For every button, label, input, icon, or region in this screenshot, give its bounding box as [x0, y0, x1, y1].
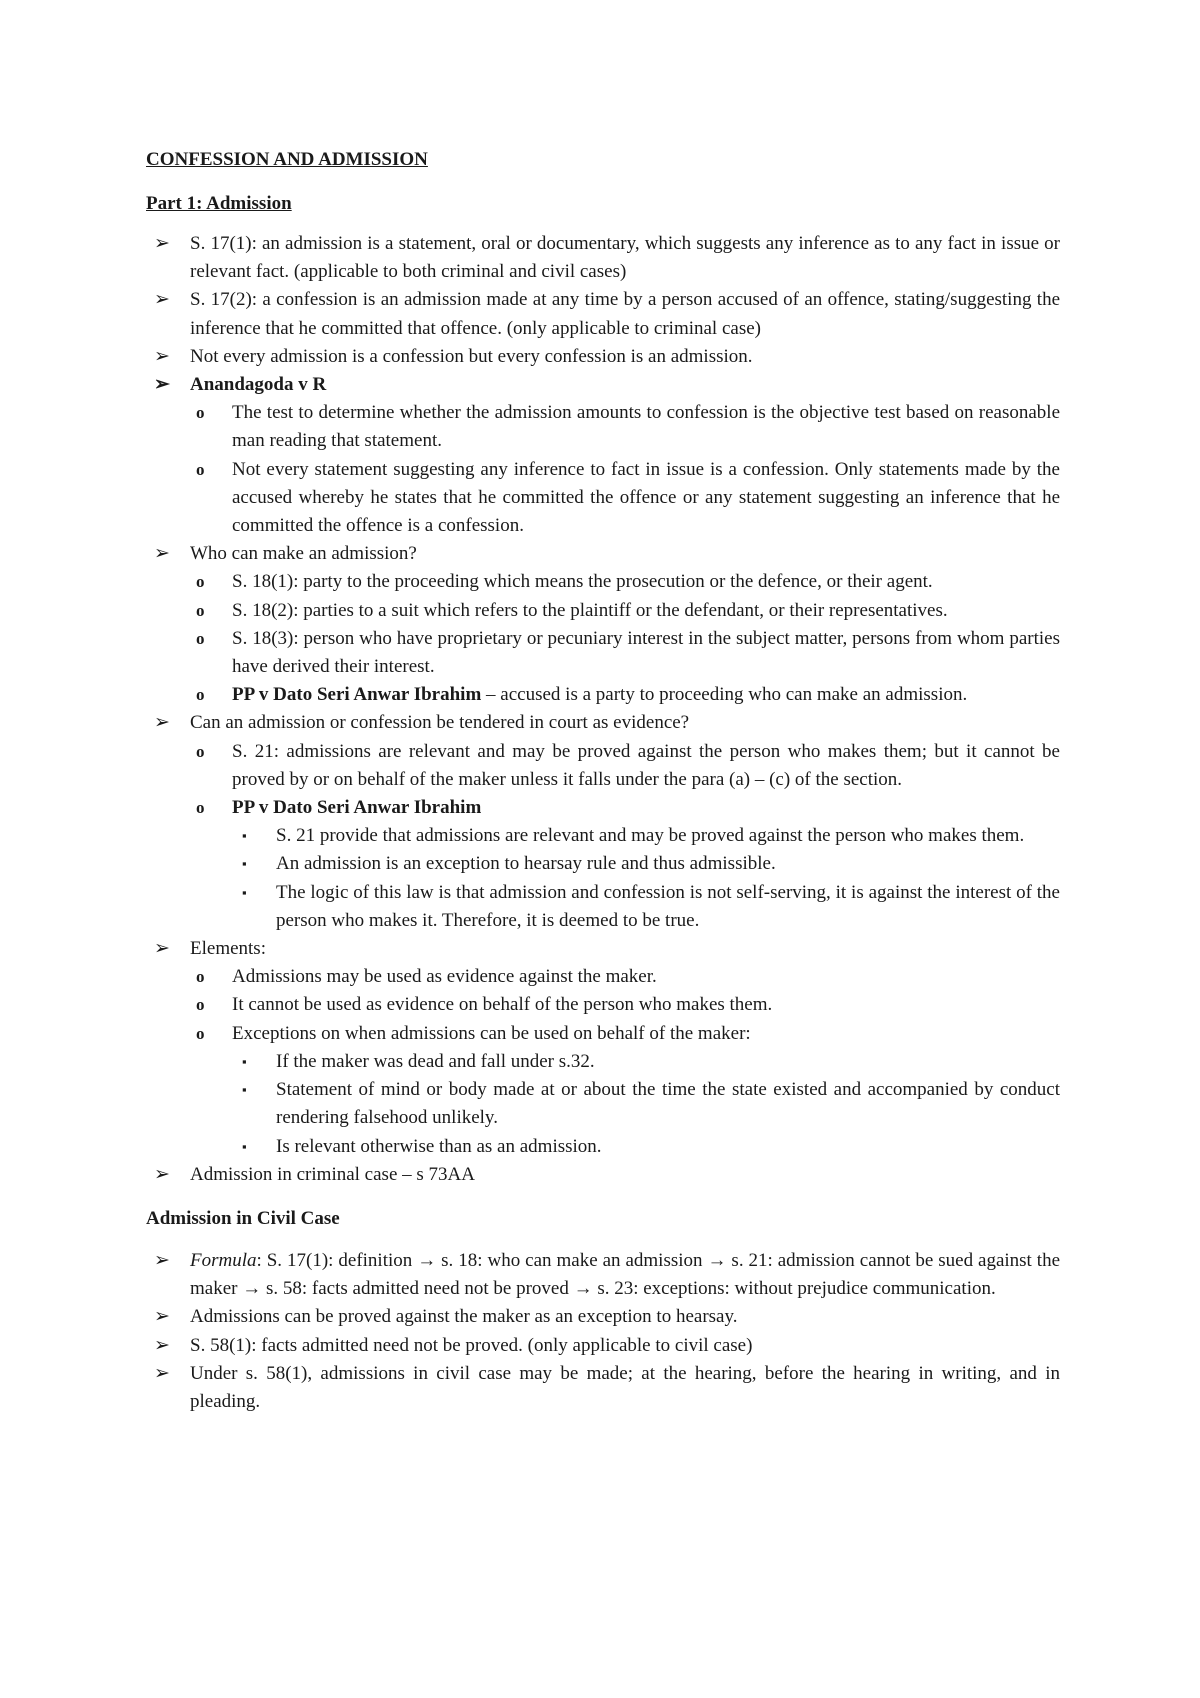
- sub-list-item: o S. 18(2): parties to a suit which refers to the plaintiff or the defendant, or their representatives.: [146, 597, 1060, 625]
- sub-list-item: o It cannot be used as evidence on behalf of the person who makes them.: [146, 991, 1060, 1019]
- arrow-bullet-icon: ➢: [154, 1163, 170, 1185]
- sub-list-item: o PP v Dato Seri Anwar Ibrahim – accused is a party to proceeding who can make an admission.: [146, 681, 1060, 709]
- civil-list: [146, 1247, 1060, 1416]
- sub-sub-list-item: ▪ Is relevant otherwise than as an admission.: [146, 1133, 1060, 1161]
- list-item: ➢ Elements:: [146, 935, 1060, 963]
- list-item: ➢ S. 17(1): an admission is a statement, oral or documentary, which suggests any inference as to any fact in issue or relevant fact. (applicable to both criminal and civil cases): [146, 230, 1060, 286]
- list-item: ➢ S. 58(1): facts admitted need not be proved. (only applicable to civil case): [146, 1332, 1060, 1360]
- arrow-bullet-icon: ➢: [154, 1334, 170, 1356]
- arrow-bullet-icon: ➢: [154, 712, 170, 734]
- square-bullet-icon: ▪: [242, 884, 247, 900]
- list-item: ➢ Not every admission is a confession but every confession is an admission.: [146, 343, 1060, 371]
- list-item: [146, 371, 1060, 399]
- formula-label: Formula: [190, 1249, 257, 1271]
- arrow-bullet-icon: ➢: [154, 345, 170, 367]
- circle-bullet-icon: o: [196, 798, 205, 818]
- sub-sub-list-item: ▪ If the maker was dead and fall under s.32.: [146, 1048, 1060, 1076]
- sub-list-item: o Admissions may be used as evidence against the maker.: [146, 963, 1060, 991]
- circle-bullet-icon: o: [196, 685, 205, 705]
- list-item: ➢ Under s. 58(1), admissions in civil case may be made; at the hearing, before the hearing in writing, and in pleading.: [146, 1360, 1060, 1416]
- part1-list: [146, 230, 1060, 1189]
- sub-sub-list-item: ▪ An admission is an exception to hearsay rule and thus admissible.: [146, 850, 1060, 878]
- document-title: CONFESSION AND ADMISSION: [146, 149, 428, 170]
- list-item: ➢ Can an admission or confession be tendered in court as evidence?: [146, 709, 1060, 737]
- list-item: ➢ Formula: S. 17(1): definition → s. 18: who can make an admission → s. 21: admission cannot be sued against the maker → s. 58: facts admitted need not be proved → s. 23: exceptions: without prejudice communication.: [146, 1247, 1060, 1303]
- part1-heading: Part 1: Admission: [146, 193, 292, 214]
- square-bullet-icon: ▪: [242, 828, 247, 844]
- arrow-bullet-icon: ➢: [154, 289, 170, 311]
- sub-list-item: o Exceptions on when admissions can be used on behalf of the maker:: [146, 1020, 1060, 1048]
- square-bullet-icon: ▪: [242, 1138, 247, 1154]
- square-bullet-icon: ▪: [242, 856, 247, 872]
- sub-list-item: o S. 21: admissions are relevant and may be proved against the person who makes them; but it cannot be proved by or on behalf of the maker unless it falls under the para (a) – (c) of the section.: [146, 738, 1060, 794]
- sub-list-item: o Not every statement suggesting any inference to fact in issue is a confession. Only statements made by the accused whereby he states that he committed the offence or any statement suggesting an inference that he committed the offence is a confession.: [146, 456, 1060, 541]
- sub-list-item: o S. 18(1): party to the proceeding which means the prosecution or the defence, or their agent.: [146, 568, 1060, 596]
- document-body: [146, 146, 1060, 1416]
- square-bullet-icon: ▪: [242, 1053, 247, 1069]
- circle-bullet-icon: o: [196, 459, 205, 479]
- arrow-bullet-icon: ➢: [154, 1306, 170, 1328]
- arrow-bullet-icon: ➢: [154, 1249, 170, 1271]
- circle-bullet-icon: o: [196, 628, 205, 648]
- square-bullet-icon: ▪: [242, 1082, 247, 1098]
- sub-list-item: [146, 794, 1060, 822]
- circle-bullet-icon: o: [196, 600, 205, 620]
- sub-sub-list-item: ▪ S. 21 provide that admissions are relevant and may be proved against the person who makes them.: [146, 822, 1060, 850]
- arrow-bullet-icon: ➢: [154, 1362, 170, 1384]
- list-item: ➢ S. 17(2): a confession is an admission made at any time by a person accused of an offence, stating/suggesting the inference that he committed that offence. (only applicable to criminal case): [146, 286, 1060, 342]
- list-item: ➢ Admissions can be proved against the maker as an exception to hearsay.: [146, 1303, 1060, 1331]
- arrow-bullet-icon: ➢: [154, 374, 170, 396]
- case-name: Anandagoda v R: [190, 374, 327, 396]
- list-item: ➢ Who can make an admission?: [146, 540, 1060, 568]
- circle-bullet-icon: o: [196, 572, 205, 592]
- sub-sub-list-item: ▪ The logic of this law is that admission and confession is not self-serving, it is against the interest of the person who makes it. Therefore, it is deemed to be true.: [146, 879, 1060, 935]
- arrow-bullet-icon: ➢: [154, 938, 170, 960]
- sub-list-item: o The test to determine whether the admission amounts to confession is the objective test based on reasonable man reading that statement.: [146, 399, 1060, 455]
- civil-case-heading: Admission in Civil Case: [146, 1207, 340, 1229]
- case-name: PP v Dato Seri Anwar Ibrahim: [232, 797, 482, 819]
- circle-bullet-icon: o: [196, 995, 205, 1015]
- arrow-bullet-icon: ➢: [154, 233, 170, 254]
- circle-bullet-icon: o: [196, 967, 205, 987]
- sub-list-item: o S. 18(3): person who have proprietary or pecuniary interest in the subject matter, persons from whom parties have derived their interest.: [146, 625, 1060, 681]
- list-item: ➢ Admission in criminal case – s 73AA: [146, 1161, 1060, 1189]
- case-name: PP v Dato Seri Anwar Ibrahim: [232, 684, 482, 706]
- arrow-bullet-icon: ➢: [154, 543, 170, 565]
- circle-bullet-icon: o: [196, 741, 205, 761]
- circle-bullet-icon: o: [196, 1023, 205, 1043]
- circle-bullet-icon: o: [196, 403, 205, 423]
- sub-sub-list-item: ▪ Statement of mind or body made at or about the time the state existed and accompanied by conduct rendering falsehood unlikely.: [146, 1076, 1060, 1132]
